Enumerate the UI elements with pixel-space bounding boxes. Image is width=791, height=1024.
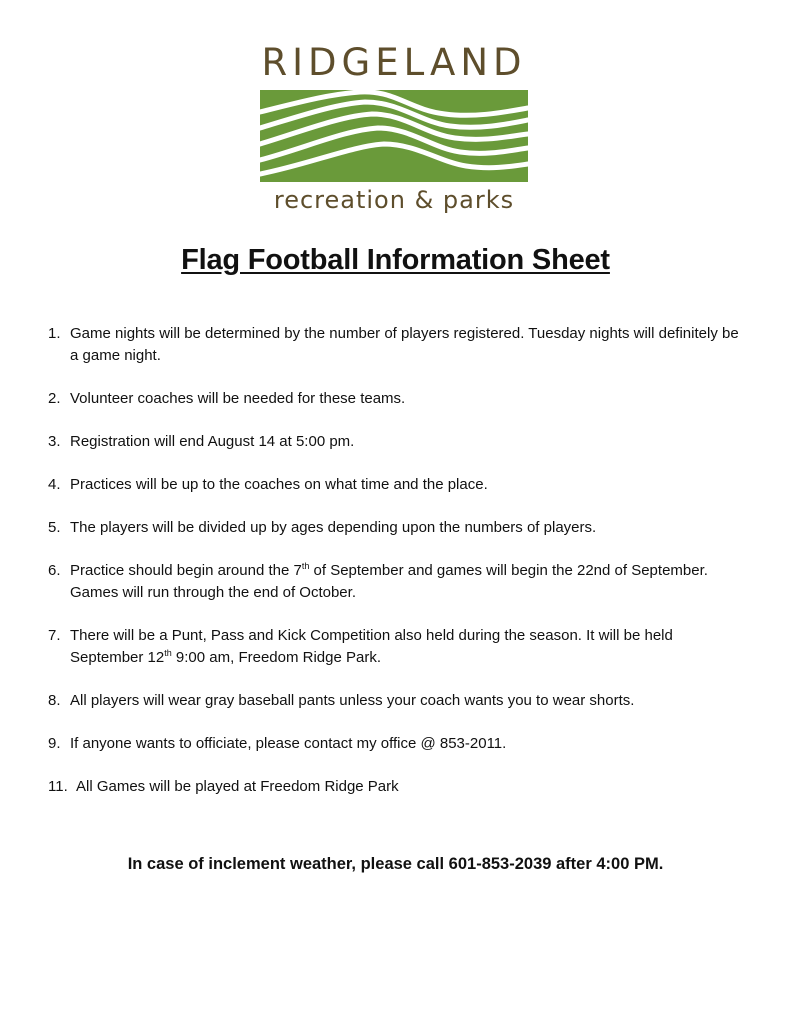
list-item <box>48 690 748 712</box>
item-text: All players will wear gray baseball pants unless your coach wants you to wear shorts. <box>70 692 635 709</box>
logo-subtitle: recreation & parks <box>273 186 515 214</box>
list-item <box>48 625 748 669</box>
item-number: 8. <box>48 692 61 709</box>
logo-hills-graphic <box>260 90 528 182</box>
item-number: 7. <box>48 627 61 644</box>
item-number: 4. <box>48 476 61 493</box>
ordinal-suffix: th <box>164 648 172 658</box>
item-text: Practices will be up to the coaches on what time and the place. <box>70 476 488 493</box>
item-text: Registration will end August 14 at 5:00 pm. <box>70 433 355 450</box>
list-item <box>48 323 748 367</box>
item-text-end: 9:00 am, Freedom Ridge Park. <box>171 649 382 666</box>
item-text: All Games will be played at Freedom Ridge Park <box>76 778 399 795</box>
item-text: Volunteer coaches will be needed for these teams. <box>70 390 406 407</box>
item-number: 1. <box>48 325 61 342</box>
item-text-end: of September and games will begin the 22nd of September. Games will run through the end of October. <box>70 562 708 601</box>
list-item <box>48 474 748 496</box>
item-text: Game nights will be determined by the number of players registered. Tuesday nights will definitely be a game night. <box>70 325 739 364</box>
item-number: 5. <box>48 519 61 536</box>
item-text: If anyone wants to officiate, please contact my office @ 853-2011. <box>70 735 507 752</box>
logo-wordmark: RIDGELAND <box>261 41 527 84</box>
item-text-start: There will be a Punt, Pass and Kick Competition also held during the season. It will be held September 12 <box>70 627 673 666</box>
info-list <box>48 323 748 819</box>
list-item <box>48 388 748 410</box>
item-text-start: Practice should begin around the 7 <box>70 562 302 579</box>
item-number: 11. <box>48 778 68 795</box>
item-number: 2. <box>48 390 61 407</box>
item-text: The players will be divided up by ages depending upon the numbers of players. <box>70 519 597 536</box>
list-item <box>48 776 748 798</box>
list-item <box>48 517 748 539</box>
item-number: 3. <box>48 433 61 450</box>
ordinal-suffix: th <box>301 561 310 571</box>
ridgeland-logo <box>258 41 530 214</box>
page-title: Flag Football Information Sheet <box>181 244 610 276</box>
list-item <box>48 733 748 755</box>
list-item <box>48 431 748 453</box>
item-number: 6. <box>48 562 61 579</box>
item-number: 9. <box>48 735 61 752</box>
list-item <box>48 560 748 604</box>
weather-notice: In case of inclement weather, please call 601-853-2039 after 4:00 PM. <box>127 855 664 873</box>
